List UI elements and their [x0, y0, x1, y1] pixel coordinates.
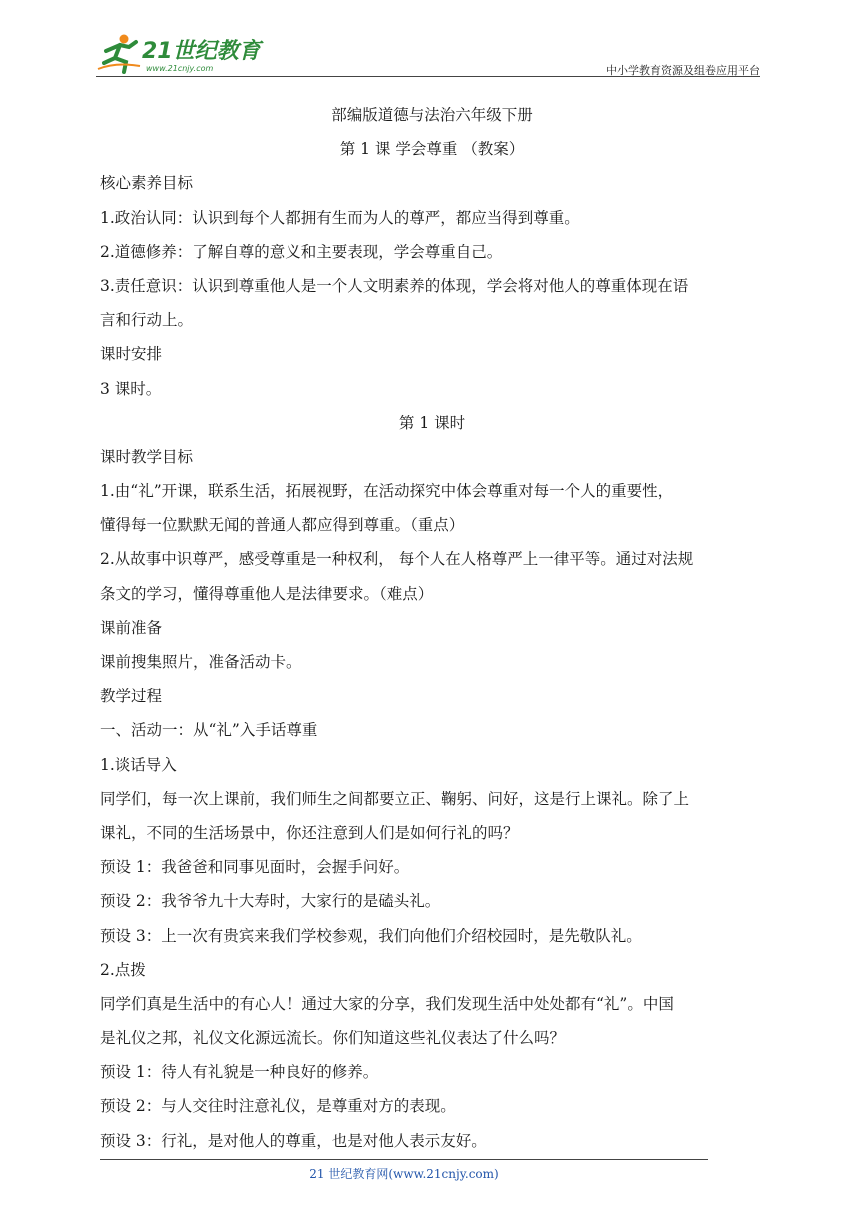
running-figure-icon [98, 35, 140, 73]
section-heading: 课前准备 [100, 618, 163, 637]
paragraph-line: 同学们，每一次上课前，我们师生之间都要立正、鞠躬、问好，这是行上课礼。除了上 [100, 789, 690, 808]
section-heading: 核心素养目标 [100, 174, 194, 193]
document-title: 部编版道德与法治六年级下册 [331, 106, 533, 124]
paragraph-line: 1.由“礼”开课，联系生活，拓展视野，在活动探究中体会尊重对每一个人的重要性， [100, 482, 674, 501]
section-heading: 课时教学目标 [100, 447, 194, 466]
activity-heading: 一、活动一：从“礼”入手话尊重 [100, 721, 318, 740]
page-header [96, 28, 760, 80]
paragraph-line: 懂得每一位默默无闻的普通人都应得到尊重。（重点） [100, 516, 465, 535]
lesson-title: 第 1 课 学会尊重 （教案） [339, 140, 525, 159]
paragraph-line: 预设 1：我爸爸和同事见面时，会握手问好。 [100, 858, 410, 877]
paragraph-line: 是礼仪之邦，礼仪文化源远流长。你们知道这些礼仪表达了什么吗？ [100, 1029, 566, 1048]
document-body [100, 98, 764, 1158]
period-heading: 第 1 课时 [398, 413, 466, 432]
paragraph-line: 2.从故事中识尊严，感受尊重是一种权利， 每个人在人格尊严上一律平等。通过对法规 [100, 550, 694, 569]
platform-label: 中小学教育资源及组卷应用平台 [606, 64, 760, 77]
paragraph-line: 言和行动上。 [100, 311, 194, 330]
footer-link[interactable]: 21 世纪教育网(www.21cnjy.com) [309, 1167, 499, 1181]
sub-heading: 1.谈话导入 [100, 755, 177, 774]
sub-heading: 2.点拨 [100, 960, 146, 979]
section-heading: 课时安排 [100, 345, 163, 364]
footer-divider [100, 1159, 708, 1160]
logo-text: 21世纪教育 [142, 39, 261, 64]
paragraph-line: 预设 2：与人交往时注意礼仪，是尊重对方的表现。 [100, 1097, 456, 1116]
paragraph-line: 预设 2：我爷爷九十大寿时，大家行的是磕头礼。 [100, 892, 441, 911]
paragraph-line: 同学们真是生活中的有心人！通过大家的分享，我们发现生活中处处都有“礼”。中国 [100, 994, 674, 1013]
paragraph-line: 3 课时。 [100, 379, 162, 398]
paragraph-line: 预设 3：上一次有贵宾来我们学校参观，我们向他们介绍校园时，是先敬队礼。 [100, 926, 642, 945]
paragraph-line: 课礼，不同的生活场景中，你还注意到人们是如何行礼的吗？ [100, 823, 519, 842]
paragraph-line: 预设 3：行礼，是对他人的尊重，也是对他人表示友好。 [100, 1131, 487, 1150]
section-heading: 教学过程 [100, 687, 163, 706]
paragraph-line: 预设 1：待人有礼貌是一种良好的修养。 [100, 1063, 379, 1082]
logo-url: www.21cnjy.com [146, 64, 214, 73]
paragraph-line: 条文的学习，懂得尊重他人是法律要求。（难点） [100, 584, 434, 603]
paragraph-line: 1.政治认同：认识到每个人都拥有生而为人的尊严，都应当得到尊重。 [100, 208, 580, 227]
paragraph-line: 课前搜集照片，准备活动卡。 [100, 653, 302, 671]
paragraph-line: 3.责任意识：认识到尊重他人是一个人文明素养的体现，学会将对他人的尊重体现在语 [100, 276, 689, 295]
header-divider [96, 76, 760, 77]
logo-21cnjy [96, 32, 266, 74]
paragraph-line: 2.道德修养：了解自尊的意义和主要表现，学会尊重自己。 [100, 242, 503, 261]
